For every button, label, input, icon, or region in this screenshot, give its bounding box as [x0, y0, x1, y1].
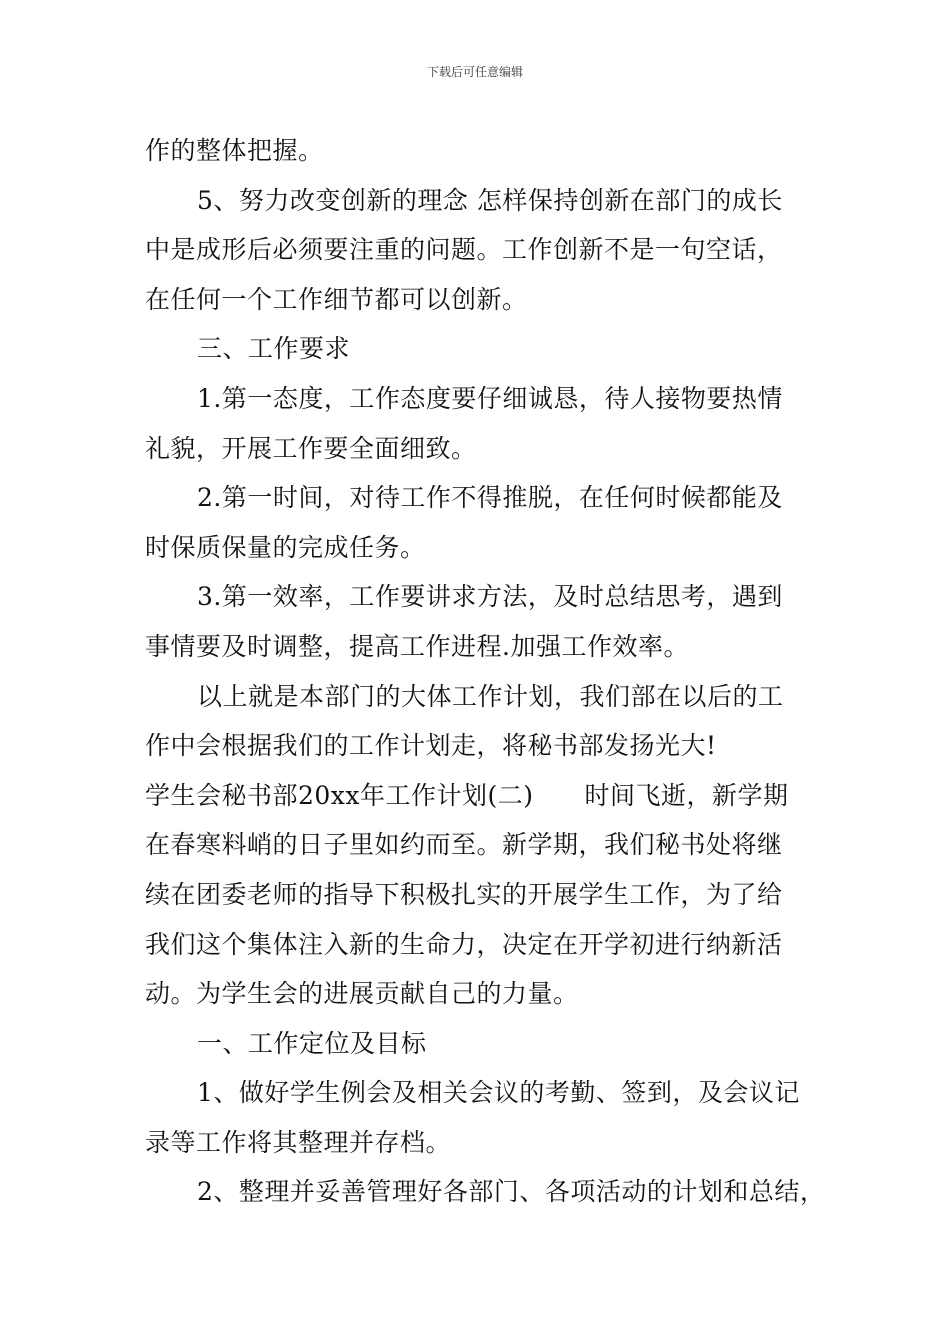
text-line: 中是成形后必须要注重的问题。工作创新不是一句空话，: [145, 235, 783, 265]
text-line: 2.第一时间，对待工作不得推脱，在任何时候都能及: [197, 483, 783, 513]
text-line: 2、整理并妥善管理好各部门、各项活动的计划和总结，: [197, 1177, 826, 1207]
text-line: 3.第一效率，工作要讲求方法，及时总结思考，遇到: [197, 582, 783, 612]
text-line: 续在团委老师的指导下积极扎实的开展学生工作，为了给: [145, 879, 783, 909]
text-line: 作的整体把握。: [145, 136, 324, 165]
text-line: 以上就是本部门的大体工作计划，我们部在以后的工: [197, 681, 784, 711]
text-line: 事情要及时调整，提高工作进程.加强工作效率。: [145, 631, 689, 661]
text-line: 三、工作要求: [197, 334, 351, 364]
text-line: 1、做好学生例会及相关会议的考勤、签到，及会议记: [197, 1078, 800, 1108]
page-header: 下载后可任意编辑: [426, 65, 523, 79]
text-line: 时保质保量的完成任务。: [145, 532, 426, 562]
text-line: 5、努力改变创新的理念 怎样保持创新在部门的成长: [197, 185, 783, 215]
text-line: 一、工作定位及目标: [197, 1028, 427, 1058]
text-line: 1.第一态度，工作态度要仔细诚恳，待人接物要热情: [197, 383, 783, 413]
document-body: [145, 126, 825, 1217]
text-line: 学生会秘书部20xx年工作计划(二) 时间飞逝，新学期: [145, 780, 789, 810]
text-line: 在春寒料峭的日子里如约而至。新学期，我们秘书处将继: [145, 830, 783, 860]
text-line: 我们这个集体注入新的生命力，决定在开学初进行纳新活: [145, 929, 783, 959]
text-line: 在任何一个工作细节都可以创新。: [145, 284, 528, 314]
text-line: 礼貌，开展工作要全面细致。: [145, 433, 477, 463]
text-line: 动。为学生会的进展贡献自己的力量。: [145, 979, 579, 1009]
text-line: 作中会根据我们的工作计划走，将秘书部发扬光大!: [145, 731, 717, 761]
text-line: 录等工作将其整理并存档。: [145, 1127, 452, 1157]
